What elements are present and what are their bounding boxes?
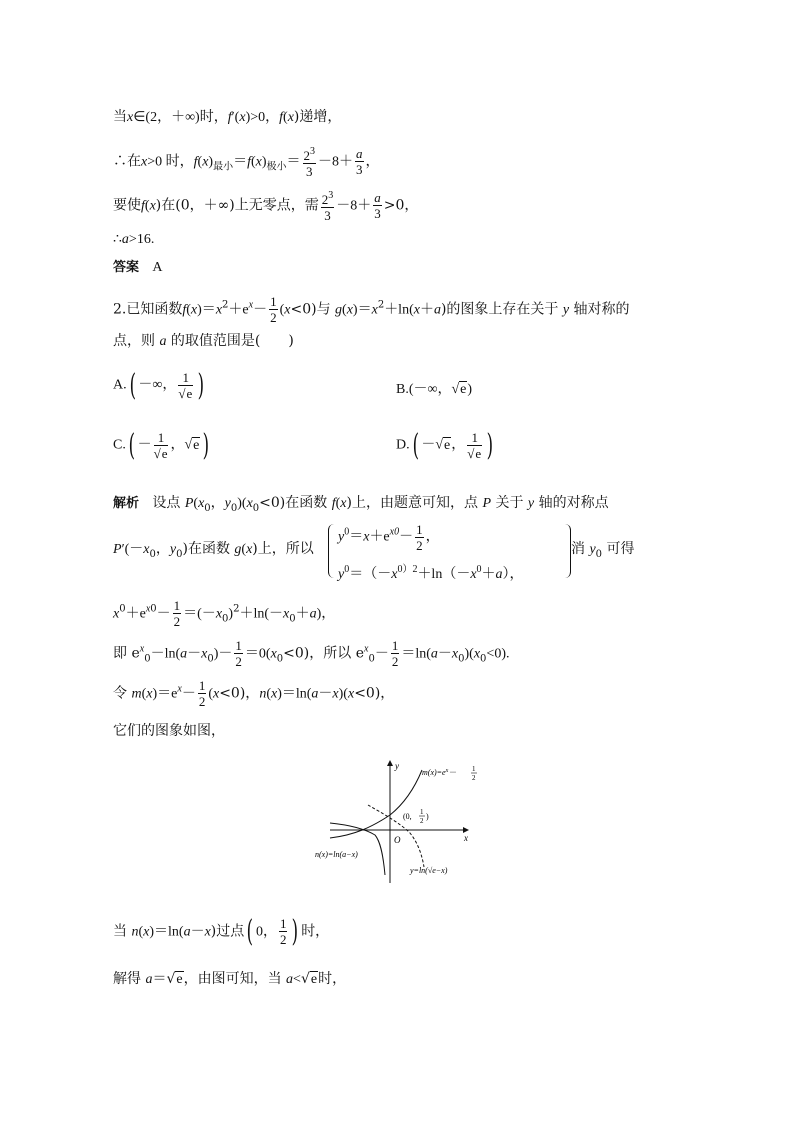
system-row-1: $y^0=x+e^{x0}-$ $\frac{1}{2}$ ， xyxy=(338,522,440,553)
fraction: $\frac{a}{3}$ xyxy=(356,146,363,177)
n-curve xyxy=(330,823,385,875)
fraction: $\frac{2^3}{3}$ xyxy=(321,190,334,223)
m-curve xyxy=(330,770,422,838)
system-row-2: $y^0=(-x^{0)2}+\ln(-x^0+a)$， xyxy=(338,564,524,582)
point-label: (0, xyxy=(403,812,412,821)
answer-value: A xyxy=(152,260,163,275)
solution-line-3: $x^0+e^{x0}-$ $\frac{1}{2}$ $=(-x_0)^2+\ln(-x_0+a)$， xyxy=(113,598,336,629)
solution-line-4: 即 $e^x_0-\ln(a-x_0)-$ $\frac{1}{2}$ $=0(x_0<0)$，所以 $e^x_0-$ $\frac{1}{2}$ $=\ln(a-x_0)(x_0<0)$. xyxy=(113,638,510,669)
solution-line-1: 解析 设点 $P(x_0$，$y_0)(x_0<0)$在函数 f(x)上，由题意可知，点 P 关于 y 轴的对称点 xyxy=(113,495,609,514)
question-2-line-1: 2.已知函数$f(x)=x^2+e^x-$ $\frac{1}{2}$ (x<0)与 $g(x)=x^2+\ln(x+a)$的图象上存在关于 y 轴对称的 xyxy=(113,294,630,325)
point-fraction-num: 1 xyxy=(420,808,424,816)
fraction: $\frac{1}{2}$ xyxy=(416,522,423,553)
m-label-fraction-den: 2 xyxy=(472,774,476,782)
fraction: $\frac{1}{√e}$ xyxy=(467,430,482,461)
fraction: $\frac{a}{3}$ xyxy=(374,190,381,221)
fraction: $\frac{1}{2}$ xyxy=(235,638,242,669)
system-right-brace xyxy=(562,524,571,578)
solution-line-6: 它们的图象如图， xyxy=(113,723,225,739)
answer-label: 答案 xyxy=(113,260,140,275)
m-label-fraction-num: 1 xyxy=(472,765,476,773)
fraction: $\frac{1}{2}$ xyxy=(198,678,206,709)
solution-line-2: $P'(-x_0$，$y_0$)在函数 g(x)上，所以 xyxy=(113,541,314,560)
fraction: $\frac{1}{√e}$ xyxy=(153,430,168,461)
option-c[interactable]: C.( － $\frac{1}{√e}$ ，√e ) xyxy=(113,427,210,463)
fraction: $\frac{1}{√e}$ xyxy=(178,370,193,401)
solution-label: 解析 xyxy=(113,496,140,511)
fraction: $\frac{1}{2}$ xyxy=(279,916,287,947)
answer-line xyxy=(113,258,163,277)
equation-system xyxy=(328,520,573,582)
origin-label: O xyxy=(394,835,401,845)
fraction: $\frac{1}{2}$ xyxy=(173,598,181,629)
option-a[interactable]: A.( －∞， $\frac{1}{√e}$ ) xyxy=(113,367,205,403)
n-curve-label: n(x)=ln(a−x) xyxy=(315,850,358,859)
line-4: ∴a>16. xyxy=(113,231,155,247)
line-3: 要使f(x)在(0，＋∞)上无零点，需 $\frac{2^3}{3}$ －8＋ $\frac{a}{3}$ >0， xyxy=(113,190,419,223)
solution-line-8: 解得 a＝√e，由图可知，当 a<√e时， xyxy=(113,971,347,987)
fraction: $\frac{2^3}{3}$ xyxy=(303,146,316,179)
point-fraction-den: 2 xyxy=(420,817,424,825)
line-2: ∴在x>0 时，$f(x)_{最小}=f(x)_{极小}=$ $\frac{2^3}{3}$ －8＋ $\frac{a}{3}$ ， xyxy=(113,146,380,179)
fraction: $\frac{1}{2}$ xyxy=(270,294,277,325)
system-left-brace xyxy=(328,524,337,578)
solution-line-2-tail: 消 $y_0$ 可得 xyxy=(571,541,635,560)
x-axis-label: x xyxy=(464,833,468,843)
fraction: $\frac{1}{2}$ xyxy=(391,638,399,669)
solution-line-5: 令 $m(x)=e^x-$ $\frac{1}{2}$ (x<0)，n(x)＝ln(a－x)(x<0)， xyxy=(113,678,395,709)
solution-line-7: 当 n(x)＝ln(a－x)过点( 0， $\frac{1}{2}$ ) 时， xyxy=(113,913,330,949)
option-d[interactable]: D.( －√e， $\frac{1}{√e}$ ) xyxy=(396,427,494,463)
point-label-close: ) xyxy=(426,812,429,821)
function-graph xyxy=(300,755,500,890)
line-1: 当x∈(2，＋∞)时，f′(x)>0，f(x)递增， xyxy=(113,109,342,125)
m-curve-label: $m(x)=e^x-$ xyxy=(422,768,457,777)
dashed-curve-label: y=ln(√e−x) xyxy=(410,866,448,875)
option-b[interactable]: B.(－∞，√e) xyxy=(396,382,473,397)
y-axis-label: y xyxy=(395,761,399,771)
question-2-line-2: 点，则 a 的取值范围是( ) xyxy=(113,333,294,349)
